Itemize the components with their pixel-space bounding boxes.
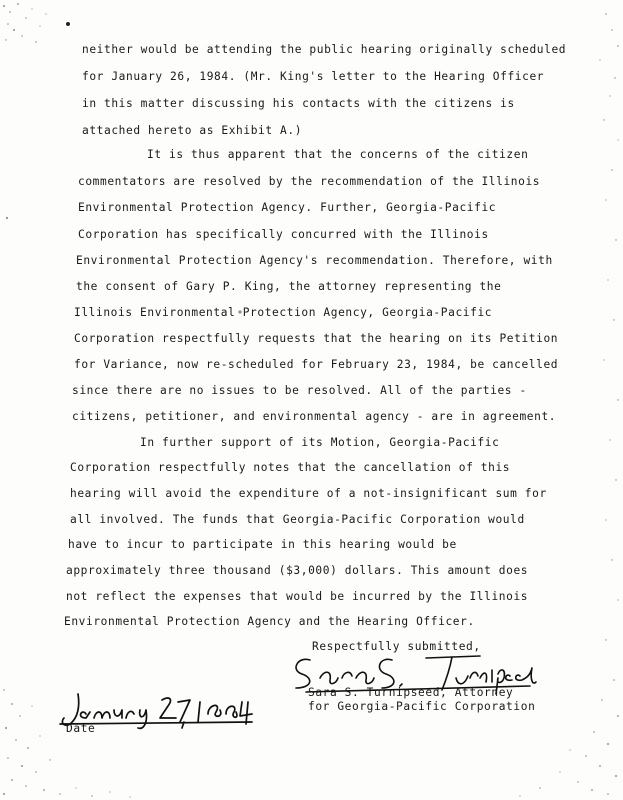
text-line: neither would be attending the public hearing originally scheduled <box>82 43 567 56</box>
text-line: in this matter discussing his contacts with the citizens is <box>82 97 515 110</box>
text-line: attached hereto as Exhibit A.) <box>82 124 303 137</box>
signer-name: Sara S. Turnipseed, Attorney <box>308 686 514 699</box>
text-line: approximately three thousand ($3,000) dollars. This amount does <box>66 564 529 577</box>
text-line: all involved. The funds that Georgia-Pacific Corporation would <box>70 513 525 526</box>
text-line: It is thus apparent that the concerns of the citizen <box>147 148 529 161</box>
text-line: Environmental Protection Agency and the Hearing Officer. <box>64 615 475 628</box>
text-line: hearing will avoid the expenditure of a not-insignificant sum for <box>70 487 547 500</box>
closing-text: Respectfully submitted, <box>312 640 481 653</box>
text-line: the consent of Gary P. King, the attorney representing the <box>76 280 502 293</box>
text-line: for January 26, 1984. (Mr. King's letter to the Hearing Officer <box>82 70 545 83</box>
text-line: Illinois Environmental Protection Agency, Georgia-Pacific <box>74 306 493 319</box>
text-line: Environmental Protection Agency's recommendation. Therefore, with <box>76 254 553 267</box>
text-line: In further support of its Motion, Georgia-Pacific <box>140 436 500 449</box>
signer-organization: for Georgia-Pacific Corporation <box>308 700 536 713</box>
text-line: Corporation respectfully notes that the cancellation of this <box>70 461 511 474</box>
text-line: not reflect the expenses that would be incurred by the Illinois <box>66 590 529 603</box>
text-line: Environmental Protection Agency. Further, Georgia-Pacific <box>78 201 497 214</box>
text-line: since there are no issues to be resolved. All of the parties - <box>72 384 527 397</box>
text-line: Corporation has specifically concurred with the Illinois <box>78 228 489 241</box>
text-line: for Variance, now re-scheduled for February 23, 1984, be cancelled <box>74 358 559 371</box>
text-line: commentators are resolved by the recommendation of the Illinois <box>78 175 541 188</box>
text-line: citizens, petitioner, and environmental agency - are in agreement. <box>72 410 557 423</box>
text-line: have to incur to participate in this hearing would be <box>68 538 457 551</box>
text-line: Corporation respectfully requests that the hearing on its Petition <box>74 332 559 345</box>
date-label: Date <box>66 722 96 735</box>
